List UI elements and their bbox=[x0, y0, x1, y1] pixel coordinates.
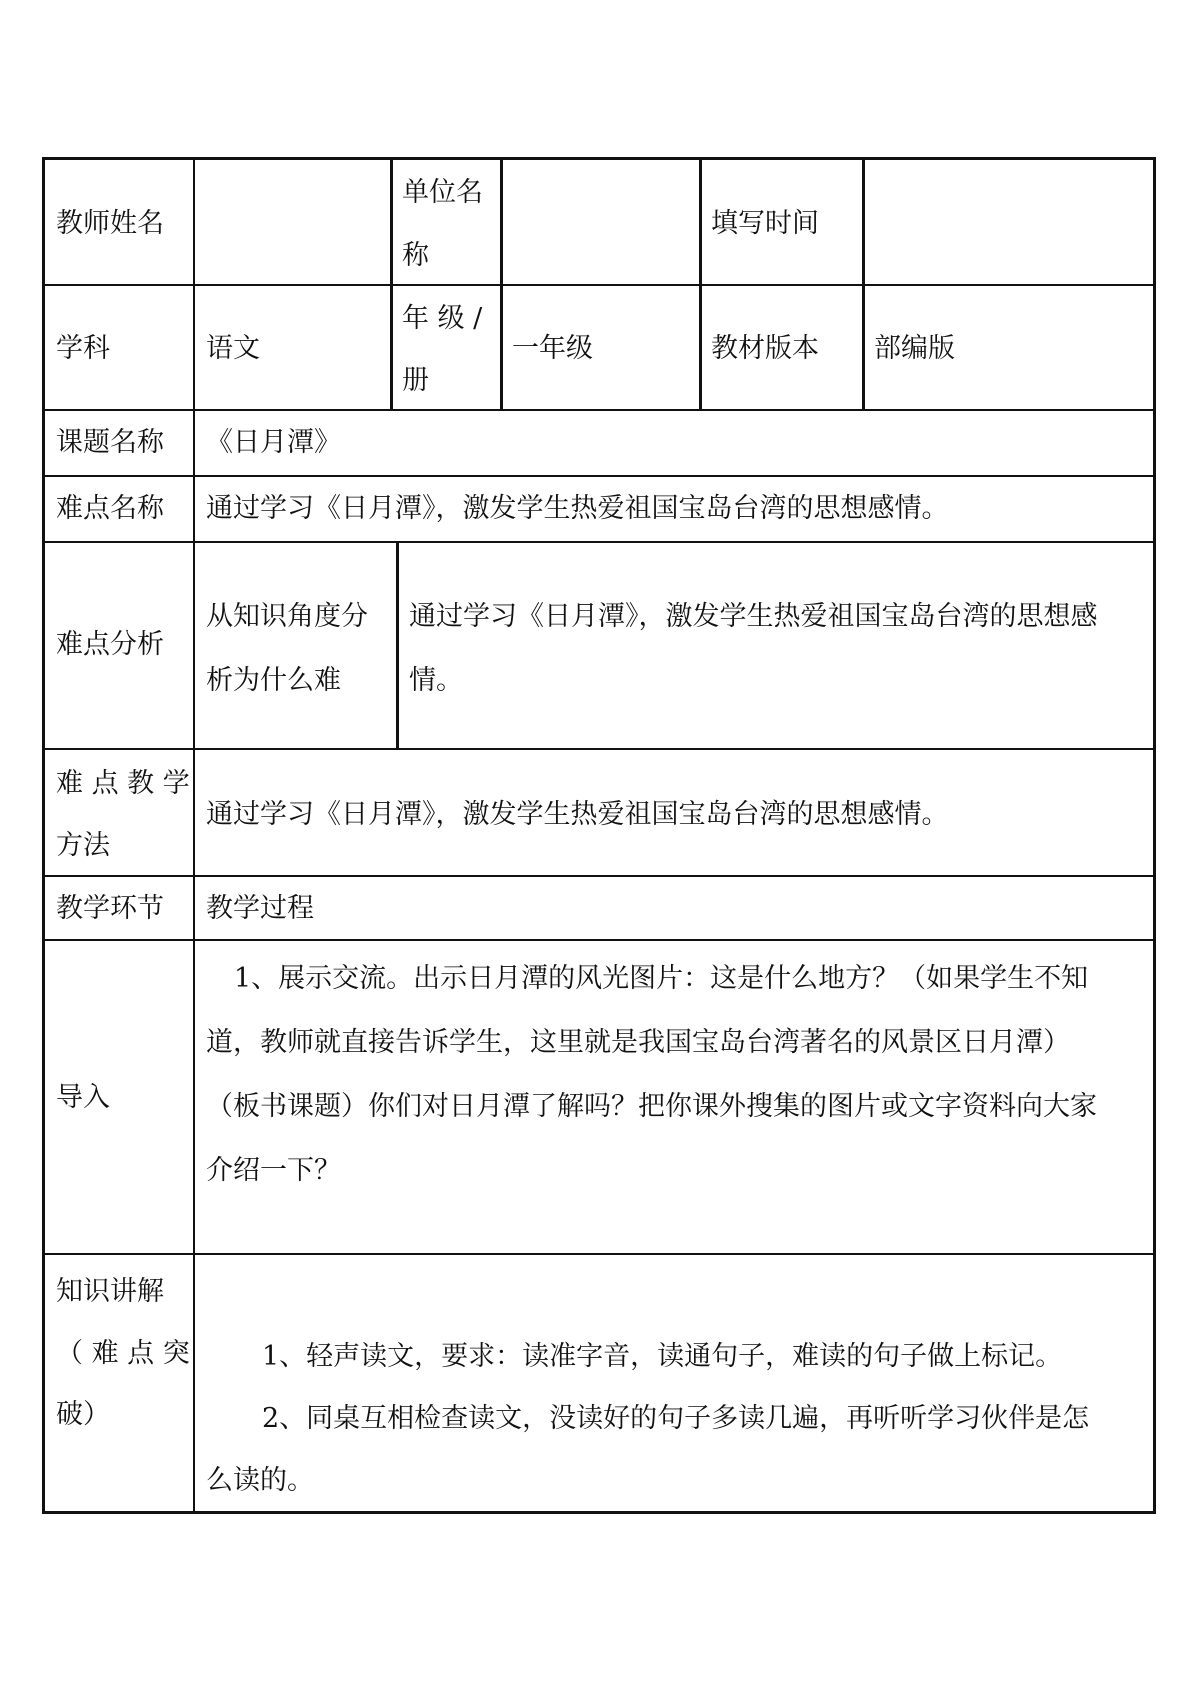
grade-label-line1: 年 级 / bbox=[402, 303, 483, 334]
intro-line: 介绍一下？ bbox=[206, 1155, 341, 1186]
edition-label: 教材版本 bbox=[711, 333, 819, 364]
column-divider bbox=[390, 157, 393, 410]
unit-name-label-line2: 称 bbox=[402, 240, 429, 271]
row-divider bbox=[42, 284, 1156, 286]
subject-value: 语文 bbox=[206, 333, 260, 364]
topic-label: 课题名称 bbox=[56, 427, 164, 458]
method-value: 通过学习《日月潭》，激发学生热爱祖国宝岛台湾的思想感情。 bbox=[206, 799, 949, 830]
column-divider bbox=[862, 157, 865, 410]
analysis-value-line2: 情。 bbox=[409, 665, 463, 696]
intro-line: 道，教师就直接告诉学生，这里就是我国宝岛台湾著名的风景区日月潭） bbox=[206, 1027, 1070, 1058]
topic-value: 《日月潭》 bbox=[206, 427, 341, 458]
intro-line: （板书课题）你们对日月潭了解吗？把你课外搜集的图片或文字资料向大家 bbox=[206, 1091, 1097, 1122]
intro-line: 1、展示交流。出示日月潭的风光图片：这是什么地方？（如果学生不知 bbox=[234, 963, 1089, 994]
grade-label-line2: 册 bbox=[402, 365, 429, 396]
knowledge-label-line1: 知识讲解 bbox=[56, 1276, 164, 1307]
analysis-label: 难点分析 bbox=[56, 629, 164, 660]
unit-name-label-line1: 单位名 bbox=[402, 177, 483, 208]
intro-label: 导入 bbox=[56, 1082, 110, 1113]
knowledge-line: 2、同桌互相检查读文，没读好的句子多读几遍，再听听学习伙伴是怎 bbox=[262, 1403, 1090, 1434]
analysis-sublabel-line2: 析为什么难 bbox=[206, 665, 341, 696]
column-divider bbox=[396, 541, 399, 749]
fill-date-label: 填写时间 bbox=[711, 208, 819, 239]
teacher-name-label: 教师姓名 bbox=[56, 208, 164, 239]
column-divider bbox=[500, 157, 503, 410]
column-divider bbox=[193, 157, 195, 1514]
process-header-value: 教学过程 bbox=[206, 893, 314, 924]
difficulty-value: 通过学习《日月潭》，激发学生热爱祖国宝岛台湾的思想感情。 bbox=[206, 493, 949, 524]
method-label-line2: 方法 bbox=[56, 830, 110, 861]
knowledge-label-line3: 破） bbox=[56, 1399, 110, 1430]
knowledge-label-line2: （ 难 点 突 bbox=[56, 1338, 190, 1369]
difficulty-label: 难点名称 bbox=[56, 493, 164, 524]
knowledge-line: 么读的。 bbox=[206, 1465, 314, 1496]
column-divider bbox=[699, 157, 702, 410]
subject-label: 学科 bbox=[56, 333, 110, 364]
edition-value: 部编版 bbox=[874, 333, 955, 364]
row-divider bbox=[42, 1253, 1156, 1255]
method-label-line1: 难 点 教 学 bbox=[56, 768, 190, 799]
row-divider bbox=[42, 541, 1156, 543]
knowledge-line: 1、轻声读文，要求：读准字音，读通句子，难读的句子做上标记。 bbox=[262, 1341, 1063, 1372]
process-header-label: 教学环节 bbox=[56, 893, 164, 924]
grade-value: 一年级 bbox=[512, 333, 593, 364]
row-divider bbox=[42, 748, 1156, 750]
analysis-sublabel-line1: 从知识角度分 bbox=[206, 601, 368, 632]
analysis-value-line1: 通过学习《日月潭》，激发学生热爱祖国宝岛台湾的思想感 bbox=[409, 601, 1098, 632]
